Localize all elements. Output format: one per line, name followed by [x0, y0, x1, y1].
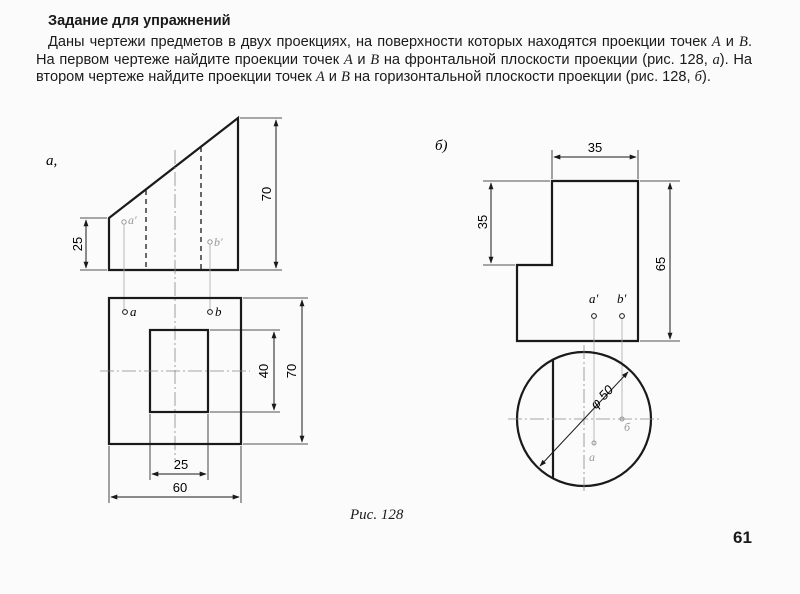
- svg-text:35: 35: [587, 140, 603, 155]
- point-b-prime-front-b: [617, 291, 627, 318]
- figure-a: [46, 118, 308, 503]
- svg-text:a′: a′: [589, 291, 599, 306]
- dimension-left-height: [70, 218, 107, 270]
- task-paragraph: Даны чертежи предметов в двух проекциях, на поверхности которых находятся проекции точек А и В. На первом чертеже найдите проекции точек А и В на фронтальной плоскости проекции (рис. 128, а). На втором чертеже найдите проекции точек А и В на горизонтальной плоскости проекции (рис. 128, б).: [36, 34, 752, 86]
- point-a-top-b: [589, 441, 596, 464]
- exercise-heading: Задание для упражнений: [48, 13, 231, 29]
- figure-a-label: а,: [46, 153, 58, 169]
- svg-text:25: 25: [173, 457, 189, 472]
- figure-b-label: б): [435, 138, 448, 154]
- svg-text:a′: a′: [128, 213, 137, 227]
- dimension-step-height: [475, 181, 550, 265]
- svg-text:40: 40: [256, 363, 271, 379]
- dimension-top-width: [552, 140, 638, 179]
- svg-text:70: 70: [284, 363, 299, 379]
- page-number: 61: [733, 528, 752, 547]
- svg-text:35: 35: [475, 214, 490, 230]
- svg-text:b′: b′: [617, 291, 627, 306]
- point-a-prime-front-b: [589, 291, 599, 318]
- svg-text:70: 70: [259, 186, 274, 202]
- point-a-prime-front: [122, 213, 137, 227]
- figure-caption: Рис. 128: [350, 507, 404, 523]
- svg-text:25: 25: [70, 236, 85, 252]
- dimension-total-height: [240, 118, 282, 270]
- dimension-outer-height: [243, 298, 308, 444]
- svg-text:b′: b′: [214, 235, 223, 249]
- svg-text:65: 65: [653, 256, 668, 272]
- svg-text:a: a: [130, 304, 137, 319]
- figure-b: [435, 138, 680, 493]
- svg-text:б: б: [624, 420, 631, 434]
- dimension-total-height-b: [640, 181, 680, 341]
- svg-text:a: a: [589, 450, 595, 464]
- svg-text:b: b: [215, 304, 222, 319]
- svg-text:60: 60: [172, 480, 188, 495]
- point-a-top: [123, 304, 137, 319]
- svg-text:φ 50: φ 50: [587, 382, 617, 412]
- dimension-inner-width: [150, 414, 208, 480]
